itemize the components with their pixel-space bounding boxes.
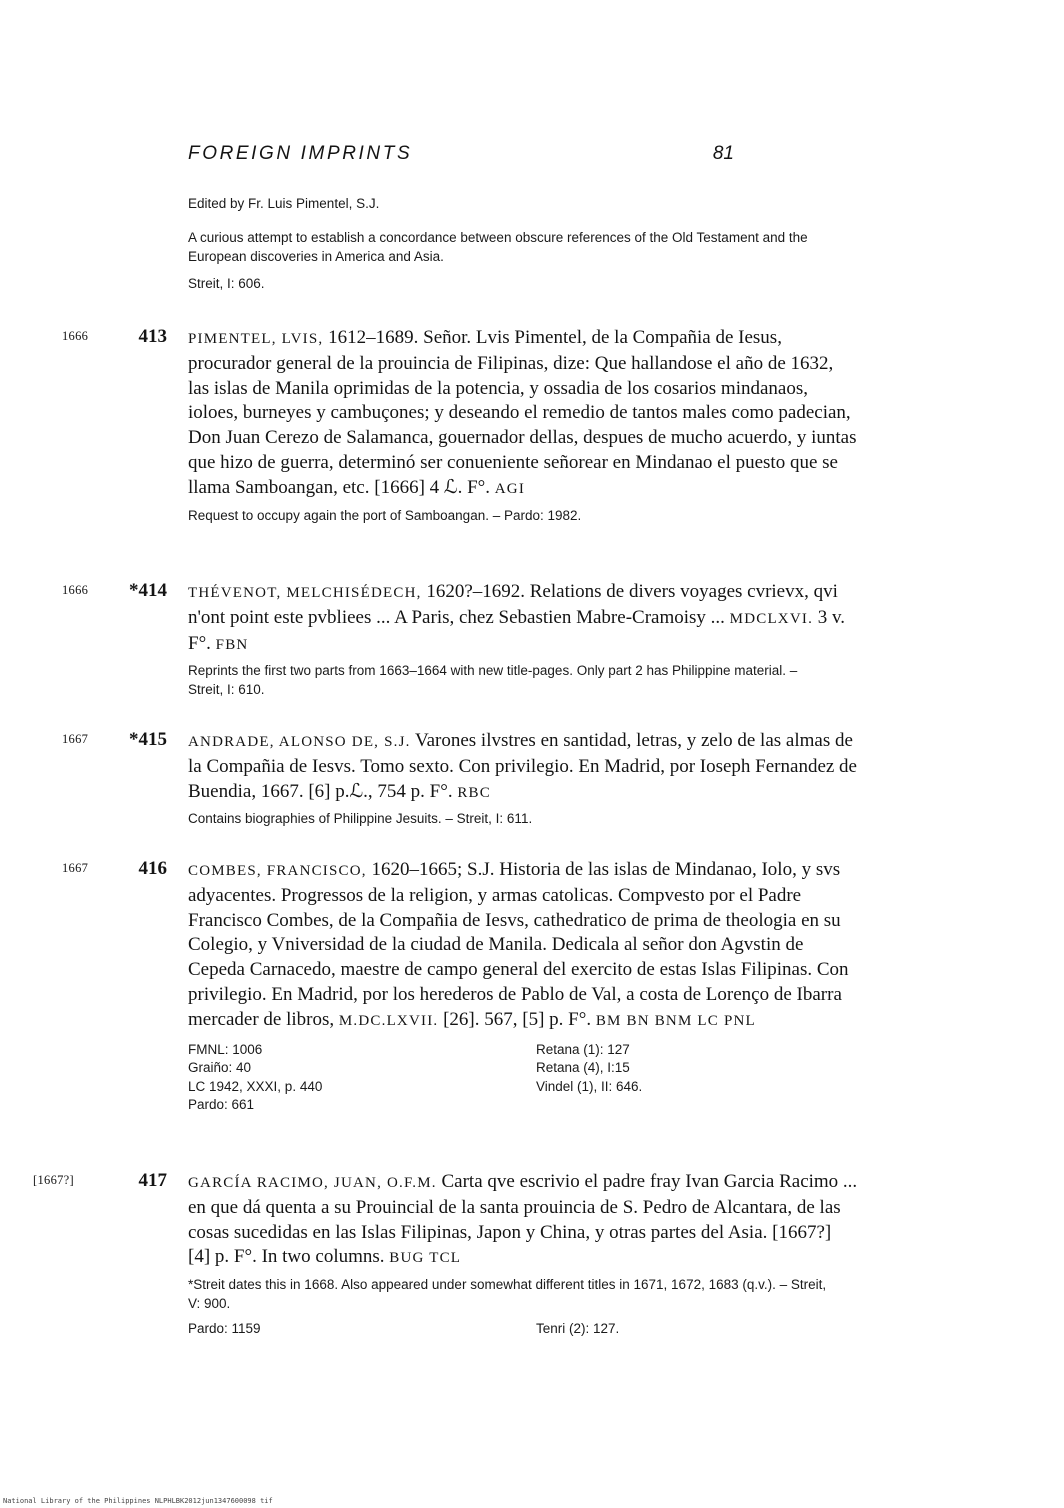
- entry-author: COMBES, FRANCISCO,: [188, 863, 367, 879]
- section-title: FOREIGN IMPRINTS: [188, 143, 413, 164]
- entry-text: 1612–1689. Señor. Lvis Pimentel, de la Compañia de Iesus, procurador general de la prouincia de Filipinas, dize: Que hallandose el año de 1632, las islas de Manila oprimidas de la potencia, y ossadia de los cosarios mindanaos, ioloes, burneyes y cambuçones; y deseando el remedio de tantos males como padecian, Don Juan Cerezo de Salamanca, gouernador dellas, despues de mucho acuerdo, y iuntas que hizo de guerra, determinó ser conueniente señorear en Mindanao el puesto que se llama Samboangan, etc. [1666] 4 ℒ. F°.: [188, 327, 857, 498]
- entry-author: THÉVENOT, MELCHISÉDECH,: [188, 585, 422, 601]
- reference-item: LC 1942, XXXI, p. 440: [188, 1078, 323, 1094]
- entry-body: [188, 1170, 858, 1339]
- entry-text: Varones ilvstres en santidad, letras, y zelo de las almas de la Compañia de Iesvs. Tomo sexto. Con privilegio. En Madrid, por Ioseph Fernandez de Buendia, 1667. [6] p.ℒ., 754 p. F°.: [188, 730, 857, 802]
- entry-text: Carta qve escrivio el padre fray Ivan Garcia Racimo ... en que dá quenta a su Prouincial de la santa prouincia de S. Pedro de Alcantara, de las cosas sucedidas en las Islas Filipinas, Japon y China, y otras partes del Asia. [1667?] [4] p. F°. In two columns.: [188, 1171, 858, 1268]
- entry-locations: BUG TCL: [389, 1250, 462, 1267]
- running-header: [188, 143, 734, 173]
- entry-year: 1666: [62, 583, 89, 597]
- entry-notes: Reprints the first two parts from 1663–1664 with new title-pages. Only part 2 has Philippine material. – Streit, I: 610.: [188, 663, 798, 697]
- entry-text: 1620–1665; S.J. Historia de las islas de Mindanao, Iolo, y svs adyacentes. Progressos de la religion, y armas catolicas. Compvesto por el Padre Francisco Combes, de la Compañia de Iesvs, cathedratico de prima de theologia en su Colegio, y Vniversidad de la ciudad de Manila. Dedicala al señor don Agvstin de Cepeda Carnacedo, maestre de campo general del exercito de estas Islas Filipinas. Con privilegio. En Madrid, por los herederos de Pablo de Val, a costa de Lorenço de Ibarra mercader de libros,: [188, 859, 849, 1030]
- page-number: 81: [712, 143, 734, 164]
- entry-text-after: 3 v. F°.: [188, 606, 846, 654]
- references-left: [188, 1041, 536, 1115]
- reference-item: Retana (1): 127: [536, 1041, 630, 1057]
- reference-item: Pardo: 661: [188, 1097, 255, 1113]
- reference-item: Pardo: 1159: [188, 1321, 261, 1337]
- entry-locations: AGI: [494, 480, 526, 497]
- entry-number: 413: [138, 326, 167, 347]
- entry-text-after: [26]. 567, [5] p. F°.: [443, 1008, 592, 1030]
- reference-columns: [188, 1041, 858, 1115]
- entry-number: *414: [129, 580, 167, 601]
- reference-item: Retana (4), I:15: [536, 1060, 630, 1076]
- entry-author: ANDRADE, ALONSO DE, S.J.: [188, 734, 411, 750]
- entry-imprint-date: M.DC.LXVII.: [338, 1012, 439, 1029]
- references-left: [188, 1320, 536, 1339]
- entry-notes: *Streit dates this in 1668. Also appeared under somewhat different titles in 1671, 1672, 1683 (q.v.). – Streit, V: 900.: [188, 1277, 827, 1311]
- reference-columns: [188, 1320, 858, 1339]
- reference-item: Tenri (2): 127.: [536, 1321, 620, 1337]
- prev-entry-editor: Edited by Fr. Luis Pimentel, S.J.: [188, 196, 380, 211]
- reference-item: FMNL: 1006: [188, 1041, 263, 1057]
- entry-author: PIMENTEL, LVIS,: [188, 331, 324, 347]
- entry-number: 416: [138, 858, 167, 879]
- entry-author: GARCÍA RACIMO, JUAN, O.F.M.: [188, 1175, 437, 1191]
- entry-locations: RBC: [457, 784, 491, 801]
- entry-body: [188, 580, 858, 699]
- entry-number: *415: [129, 729, 167, 750]
- entry-body: [188, 326, 858, 525]
- entry-text: 1620?–1692. Relations de divers voyages cvrievx, qvi n'ont point este pvbliees ... A Paris, chez Sebastien Mabre-Cramoisy ...: [188, 581, 838, 628]
- prev-entry-ref: Streit, I: 606.: [188, 276, 265, 291]
- entry-locations: BM BN BNM LC PNL: [595, 1012, 756, 1029]
- entry-notes: Request to occupy again the port of Samboangan. – Pardo: 1982.: [188, 507, 582, 523]
- scan-footer: National Library of the Philippines NLPHLBK2012jun1347600098 tif: [3, 1497, 273, 1505]
- entry-year: 1667: [62, 861, 89, 875]
- references-right: [536, 1320, 836, 1339]
- entry-locations: FBN: [215, 636, 249, 653]
- entry-year: [1667?]: [33, 1173, 74, 1187]
- references-right: [536, 1041, 836, 1115]
- entry-year: 1666: [62, 329, 89, 343]
- entry-body: [188, 729, 858, 829]
- entry-imprint-date: MDCLXVI.: [729, 610, 814, 627]
- reference-item: Graiño: 40: [188, 1060, 252, 1076]
- entry-year: 1667: [62, 732, 89, 746]
- prev-entry-note: A curious attempt to establish a concordance between obscure references of the Old Testament and the European discoveries in America and Asia.: [188, 230, 808, 264]
- reference-item: Vindel (1), II: 646.: [536, 1078, 643, 1094]
- entry-number: 417: [138, 1170, 167, 1191]
- entry-notes: Contains biographies of Philippine Jesuits. – Streit, I: 611.: [188, 811, 533, 827]
- entry-body: [188, 858, 858, 1115]
